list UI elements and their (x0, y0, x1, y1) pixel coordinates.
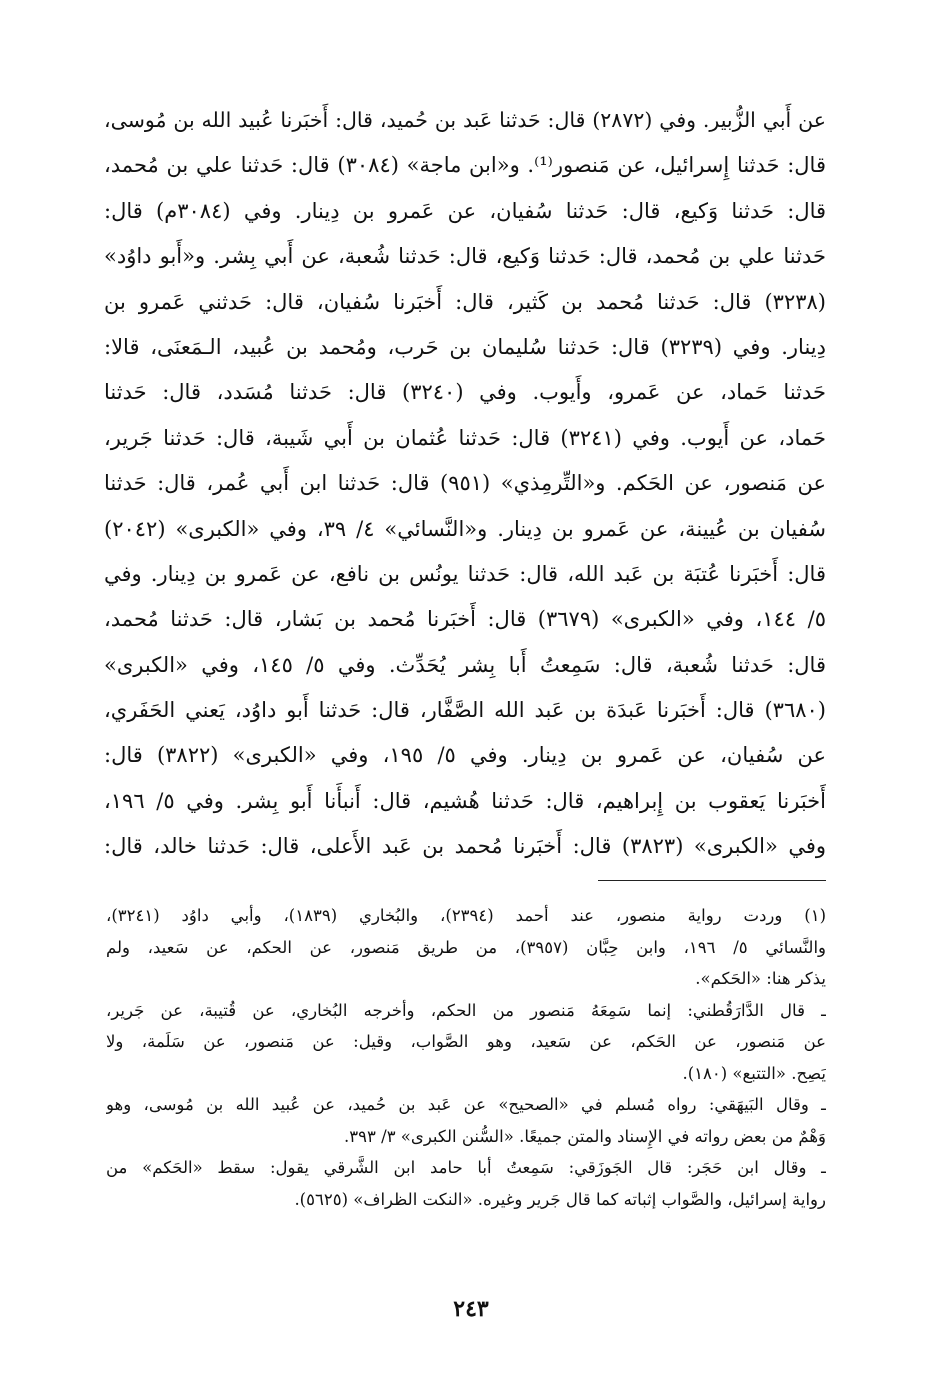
footnote-line: يذكر هنا: «الحَكم». (695, 969, 826, 988)
text-line: (٣٦٨٠) قال: أَخبَرنا عَبدَة بن عَبد الله الصَّفَّار، قال: حَدثنا أَبو داوُد، يَعني الحَفَري، (104, 698, 826, 723)
text-line: (٣٢٣٨) قال: حَدثنا مُحمد بن كَثير، قال: أَخبَرنا سُفيان، قال: حَدثني عَمرو بن (104, 289, 826, 314)
footnote-line: والنَّسائي ٥/ ١٩٦، وابن حِبَّان (٣٩٥٧)، من طريق مَنصور، عن الحكم، عن سَعيد، ولم (106, 937, 826, 957)
text-line: حَدثنا حَماد، عن عَمرو، وأَيوب. وفي (٣٢٤٠) قال: حَدثنا مُسَدد، قال: حَدثنا (104, 380, 826, 405)
text-line: عن مَنصور، عن الحَكم. و«التِّرمِذي» (٩٥١) قال: حَدثنا ابن أَبي عُمر، قال: حَدثنا (104, 471, 826, 496)
footnote-line: ـ قال الدَّارَقُطني: إنما سَمِعَهُ مَنصور من الحكم، وأخرجه البُخاري، عن قُتيبة، عن جَرير، (106, 1000, 826, 1020)
footnote-line: ـ وقال البَيهَقي: رواه مُسلم في «الصحيح» عن عَبد بن حُميد، عن عُبيد الله بن مُوسى، وهو (106, 1095, 826, 1114)
text-line: حَدثنا علي بن مُحمد، قال: حَدثنا وَكيع، قال: حَدثنا شُعبة، عن أَبي بِشر. و«أَبو داوُد» (104, 244, 826, 269)
page-number: ٢٤٣ (453, 1296, 489, 1322)
text-line: قال: حَدثنا وَكيع، قال: حَدثنا سُفيان، عن عَمرو بن دِينار. وفي (٣٠٨٤م) قال: (104, 198, 826, 223)
text-line: عن سُفيان، عن عَمرو بن دِينار. وفي ٥/ ١٩٥، وفي «الكبرى» (٣٨٢٢) قال: (104, 743, 826, 768)
text-line: قال: أَخبَرنا عُتبَة بن عَبد الله، قال: حَدثنا يونُس بن نافع، عن عَمرو بن دِينار. وفي (104, 561, 826, 586)
text-line: وفي «الكبرى» (٣٨٢٣) قال: أَخبَرنا مُحمد بن عَبد الأَعلى، قال: حَدثنا خالد، قال: (104, 834, 826, 859)
footnote-line: عن مَنصور، عن الحَكم، عن سَعيد، وهو الصَّواب، وقيل: عن مَنصور، عن سَلَمة، ولا (106, 1032, 826, 1051)
main-text (104, 98, 826, 870)
text-line: قال: حَدثنا إِسرائيل، عن مَنصور⁽¹⁾. و«ابن ماجة» (٣٠٨٤) قال: حَدثنا علي بن مُحمد، (104, 153, 826, 178)
text-line: قال: حَدثنا شُعبة، قال: سَمِعتُ أَبا بِشر يُحَدِّث. وفي ٥/ ١٤٥، وفي «الكبرى» (104, 652, 826, 677)
text-line: ٥/ ١٤٤، وفي «الكبرى» (٣٦٧٩) قال: أَخبَرنا مُحمد بن بَشار، قال: حَدثنا مُحمد، (104, 607, 826, 632)
footnote-separator (598, 880, 826, 881)
text-line: أَخبَرنا يَعقوب بن إِبراهيم، قال: حَدثنا هُشيم، قال: أَنبأَنا أَبو بِشر. وفي ٥/ ١٩٦، (104, 788, 826, 813)
footnote-line: يَصِح. «التتبع» (١٨٠). (682, 1063, 826, 1083)
text-line: حَماد، عن أَيوب. وفي (٣٢٤١) قال: حَدثنا عُثمان بن أَبي شَيبة، قال: حَدثنا جَرير، (104, 425, 826, 450)
text-line: سُفيان بن عُيينة، عن عَمرو بن دِينار. و«النَّسائي» ٤/ ٣٩، وفي «الكبرى» (٢٠٤٢) (104, 516, 826, 541)
footnote-line: رواية إسرائيل، والصَّواب إثباته كما قال جَرير وغيره. «النكت الظراف» (٥٦٢٥). (294, 1189, 826, 1209)
text-line: عن أَبي الزُّبير. وفي (٢٨٧٢) قال: حَدثنا عَبد بن حُميد، قال: أَخبَرنا عُبيد الله بن مُوسى، (104, 108, 826, 132)
text-line: دِينار. وفي (٣٢٣٩) قال: حَدثنا سُليمان بن حَرب، ومُحمد بن عُبيد، الـمَعنَى، قالا: (104, 334, 826, 359)
footnote-line: وَهْمٌ من بعض رواته في الإِسناد والمتن جميعًا. «السُّنن الكبرى» ٣/ ٣٩٣. (344, 1126, 826, 1146)
footnotes (106, 900, 826, 1215)
footnote-line: ـ وقال ابن حَجَر: قال الجَوزَقي: سَمِعتُ أبا حامد ابن الشَّرقي يقول: سقط «الحَكم» من (106, 1158, 826, 1177)
footnote-line: (١) وردت رواية منصور، عند أحمد (٢٣٩٤)، والبُخاري (١٨٣٩)، وأبي داوُد (٣٢٤١)، (106, 906, 826, 925)
